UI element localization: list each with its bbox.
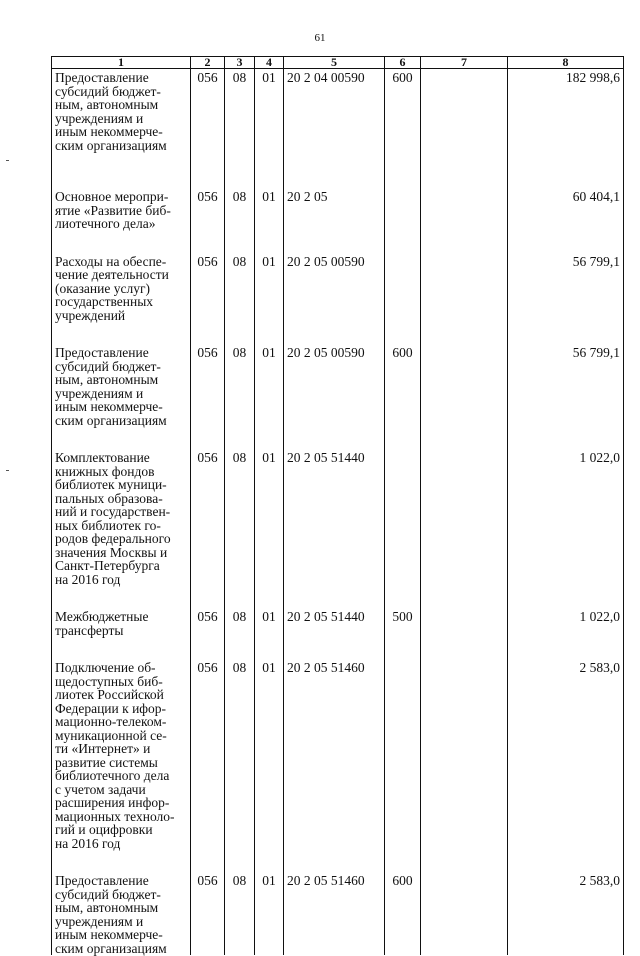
ministry-code-cell: 056 <box>191 659 225 872</box>
row-name <box>55 71 187 152</box>
row-name-line: учреждениям и <box>55 913 144 929</box>
expense-type-cell <box>385 449 421 608</box>
column-header: 1 <box>52 57 191 69</box>
expense-type-cell <box>385 188 421 253</box>
table-row <box>52 253 624 345</box>
budget-table <box>51 56 624 955</box>
table-row <box>52 608 624 659</box>
column-7-cell <box>421 253 508 345</box>
row-name-line: иным некоммерче- <box>55 124 163 139</box>
target-article-cell: 20 2 05 51460 <box>284 872 385 955</box>
amount-cell: 1 022,0 <box>508 449 624 608</box>
row-name-line: с учетом задачи <box>55 781 146 797</box>
table-body <box>52 69 624 956</box>
row-name-line: книжных фондов <box>55 463 155 479</box>
section-code-cell: 08 <box>225 872 255 955</box>
amount-cell: 56 799,1 <box>508 344 624 449</box>
row-name <box>55 255 187 323</box>
target-article-cell: 20 2 05 00590 <box>284 344 385 449</box>
row-name-line: учреждений <box>55 307 126 323</box>
subsection-code-cell: 01 <box>255 253 284 345</box>
row-name-line: значения Москвы и <box>55 544 168 560</box>
ministry-code-cell: 056 <box>191 449 225 608</box>
row-name-line: учреждениям и <box>55 110 144 126</box>
column-7-cell <box>421 608 508 659</box>
expense-type-cell <box>385 253 421 345</box>
row-name-line: Подключение об- <box>55 660 156 675</box>
row-name-line: ским организациям <box>55 940 167 956</box>
target-article-cell: 20 2 05 51440 <box>284 449 385 608</box>
row-name-cell <box>52 69 191 189</box>
row-name-line: библиотек муници- <box>55 477 167 492</box>
section-code-cell: 08 <box>225 608 255 659</box>
amount-cell: 56 799,1 <box>508 253 624 345</box>
table-row <box>52 449 624 608</box>
row-name <box>55 451 187 586</box>
row-name-line: чение деятельности <box>55 267 169 282</box>
ministry-code-cell: 056 <box>191 344 225 449</box>
amount-cell: 60 404,1 <box>508 188 624 253</box>
row-name-cell <box>52 872 191 955</box>
subsection-code-cell: 01 <box>255 872 284 955</box>
row-name-line: на 2016 год <box>55 835 121 851</box>
row-name-line: мационных техноло- <box>55 808 175 824</box>
row-name-line: учреждениям и <box>55 385 144 401</box>
row-name-line: библиотечного дела <box>55 768 170 783</box>
row-name-line: ных библиотек го- <box>55 517 161 533</box>
row-name-line: Предоставление <box>55 873 149 888</box>
amount-cell: 2 583,0 <box>508 872 624 955</box>
row-name <box>55 610 187 637</box>
column-header: 5 <box>284 57 385 69</box>
ministry-code-cell: 056 <box>191 188 225 253</box>
column-7-cell <box>421 449 508 608</box>
row-name-line: ным, автономным <box>55 97 159 112</box>
row-name-line: Основное меропри- <box>55 189 169 204</box>
subsection-code-cell: 01 <box>255 608 284 659</box>
row-name-line: ятие «Развитие биб- <box>55 202 171 218</box>
row-name-cell <box>52 659 191 872</box>
target-article-cell: 20 2 05 00590 <box>284 253 385 345</box>
subsection-code-cell: 01 <box>255 69 284 189</box>
row-name-line: щедоступных биб- <box>55 673 163 689</box>
section-code-cell: 08 <box>225 449 255 608</box>
row-name-line: ским организациям <box>55 412 167 428</box>
row-name-line: ным, автономным <box>55 372 159 387</box>
ministry-code-cell: 056 <box>191 872 225 955</box>
row-name-cell <box>52 188 191 253</box>
row-name-cell <box>52 344 191 449</box>
header-row <box>52 57 624 69</box>
row-name-line: Санкт-Петербурга <box>55 558 160 573</box>
column-header: 4 <box>255 57 284 69</box>
target-article-cell: 20 2 04 00590 <box>284 69 385 189</box>
row-name-line: муникационной се- <box>55 727 167 743</box>
row-name-cell <box>52 449 191 608</box>
expense-type-cell <box>385 659 421 872</box>
row-name-line: ти «Интернет» и <box>55 741 151 756</box>
column-header: 3 <box>225 57 255 69</box>
page-number: 61 <box>314 32 326 44</box>
target-article-cell: 20 2 05 <box>284 188 385 253</box>
row-name-line: родов федерального <box>55 531 171 546</box>
section-code-cell: 08 <box>225 188 255 253</box>
subsection-code-cell: 01 <box>255 188 284 253</box>
margin-mark <box>6 470 9 471</box>
row-name-line: Расходы на обеспе- <box>55 253 167 269</box>
section-code-cell: 08 <box>225 253 255 345</box>
row-name-line: Предоставление <box>55 70 149 85</box>
row-name-line: государственных <box>55 294 154 309</box>
table-row <box>52 188 624 253</box>
row-name-line: субсидий бюджет- <box>55 83 161 99</box>
row-name-line: Федерации к ифор- <box>55 700 167 716</box>
subsection-code-cell: 01 <box>255 344 284 449</box>
row-name-line: иным некоммерче- <box>55 927 163 942</box>
row-name-line: мационно-телеком- <box>55 714 167 729</box>
column-7-cell <box>421 188 508 253</box>
subsection-code-cell: 01 <box>255 449 284 608</box>
row-name <box>55 190 187 231</box>
row-name-line: Комплектование <box>55 450 150 465</box>
table-row <box>52 659 624 872</box>
row-name-line: ний и государствен- <box>55 504 171 519</box>
ministry-code-cell: 056 <box>191 608 225 659</box>
row-name-line: Межбюджетные <box>55 609 149 624</box>
amount-cell: 1 022,0 <box>508 608 624 659</box>
row-name-line: субсидий бюджет- <box>55 358 161 374</box>
column-7-cell <box>421 659 508 872</box>
expense-type-cell: 600 <box>385 69 421 189</box>
subsection-code-cell: 01 <box>255 659 284 872</box>
margin-mark <box>6 160 9 161</box>
amount-cell: 182 998,6 <box>508 69 624 189</box>
expense-type-cell: 500 <box>385 608 421 659</box>
column-7-cell <box>421 872 508 955</box>
amount-cell: 2 583,0 <box>508 659 624 872</box>
row-name-line: субсидий бюджет- <box>55 886 161 902</box>
row-name-line: пальных образова- <box>55 490 163 506</box>
row-name <box>55 346 187 427</box>
table-row <box>52 69 624 189</box>
section-code-cell: 08 <box>225 344 255 449</box>
ministry-code-cell: 056 <box>191 69 225 189</box>
target-article-cell: 20 2 05 51440 <box>284 608 385 659</box>
row-name-line: расширения инфор- <box>55 795 170 810</box>
row-name-line: трансферты <box>55 622 124 638</box>
row-name-line: лиотек Российской <box>55 687 164 702</box>
row-name-cell <box>52 253 191 345</box>
row-name <box>55 661 187 850</box>
row-name-line: иным некоммерче- <box>55 399 163 414</box>
row-name-line: (оказание услуг) <box>55 280 150 296</box>
section-code-cell: 08 <box>225 69 255 189</box>
column-header: 7 <box>421 57 508 69</box>
ministry-code-cell: 056 <box>191 253 225 345</box>
row-name-cell <box>52 608 191 659</box>
row-name-line: развитие системы <box>55 754 158 770</box>
column-header: 8 <box>508 57 624 69</box>
table-row <box>52 872 624 955</box>
column-header: 2 <box>191 57 225 69</box>
expense-type-cell: 600 <box>385 344 421 449</box>
target-article-cell: 20 2 05 51460 <box>284 659 385 872</box>
row-name-line: гий и оцифровки <box>55 822 153 837</box>
column-header: 6 <box>385 57 421 69</box>
column-7-cell <box>421 69 508 189</box>
row-name-line: на 2016 год <box>55 571 121 587</box>
table-row <box>52 344 624 449</box>
row-name <box>55 874 187 955</box>
row-name-line: ным, автономным <box>55 900 159 915</box>
column-7-cell <box>421 344 508 449</box>
section-code-cell: 08 <box>225 659 255 872</box>
expense-type-cell: 600 <box>385 872 421 955</box>
row-name-line: ским организациям <box>55 137 167 153</box>
row-name-line: лиотечного дела» <box>55 216 156 231</box>
row-name-line: Предоставление <box>55 345 149 360</box>
